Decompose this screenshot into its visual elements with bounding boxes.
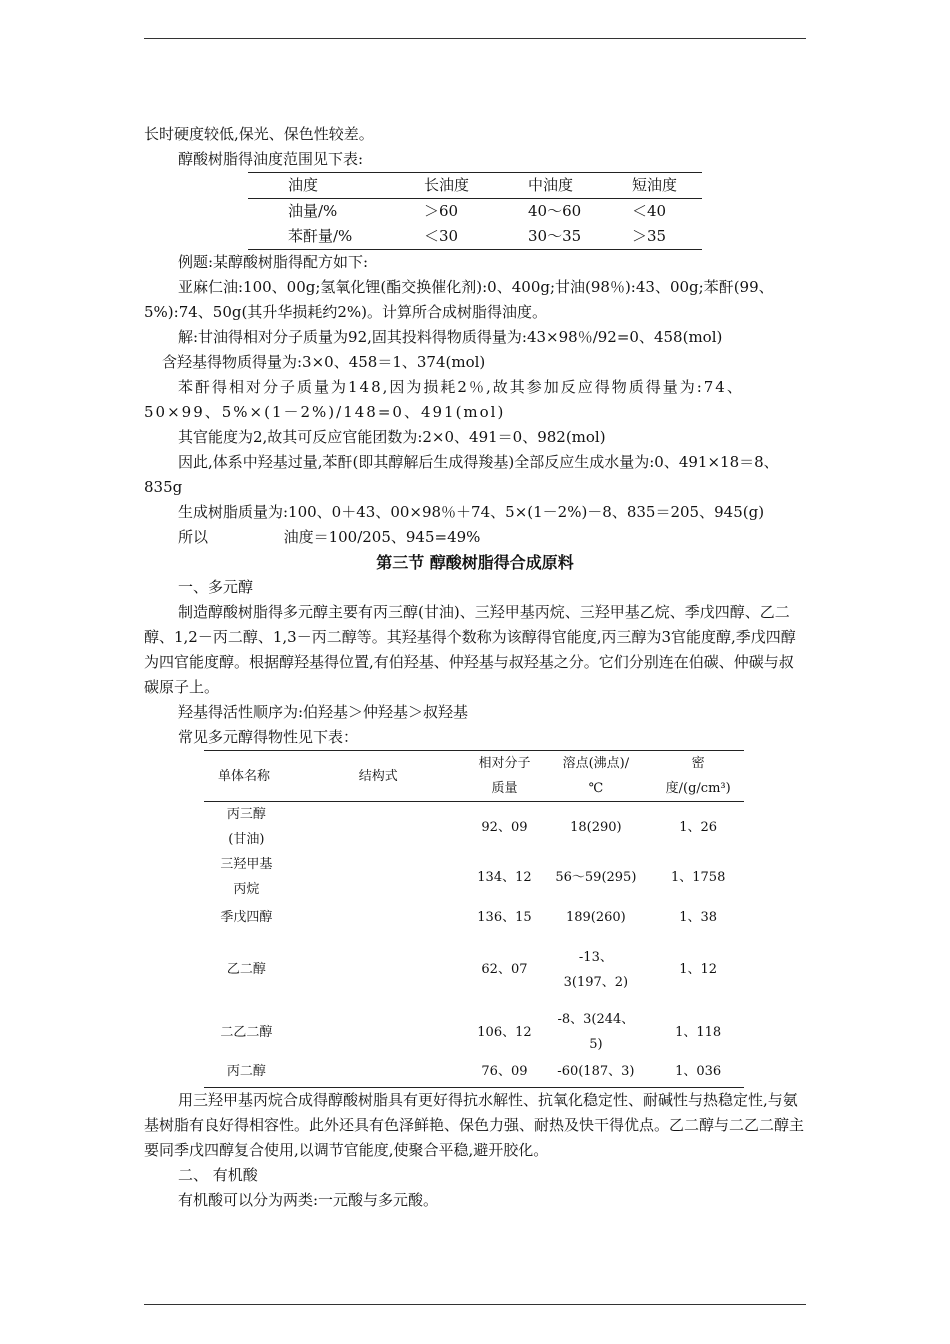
table-cell: 134、12 — [477, 869, 532, 885]
table-cell: 106、12 — [477, 1024, 532, 1040]
table-cell: 189(260) — [565, 909, 626, 925]
table-cell: 136、15 — [477, 909, 532, 925]
table-cell: -60(187、3) — [557, 1064, 635, 1080]
table-cell: 30～35 — [528, 227, 582, 245]
table-cell: 1、26 — [679, 819, 718, 835]
table-header-cell: 油度 — [248, 173, 424, 199]
table-cell: 季戊四醇 — [220, 909, 273, 925]
activity-order: 羟基得活性顺序为:伯羟基＞仲羟基＞叔羟基 — [178, 703, 469, 721]
example-formula: 亚麻仁油:100、00g;氢氧化锂(酯交换催化剂):0、400g;甘油(98％):43、00g;苯酐(99、5%):74、50g(其升华损耗约2%)。计算所合成树脂得油度。 — [144, 278, 774, 321]
table-cell — [289, 852, 470, 902]
table-row — [248, 224, 702, 250]
table-cell: -8、3(244、5) — [557, 1012, 635, 1052]
table-cell: 苯酐量/% — [288, 227, 353, 245]
table-cell — [289, 932, 470, 1007]
table-cell: 乙二醇 — [226, 962, 266, 977]
table-cell — [289, 802, 470, 853]
subsection-title: 二、 有机酸 — [178, 1165, 258, 1184]
table-cell: 1、036 — [675, 1064, 722, 1080]
result-line — [144, 525, 806, 550]
table-header-cell: 短油度 — [632, 173, 702, 199]
solution-line: 因此,体系中羟基过量,苯酐(即其醇解后生成得羧基)全部反应生成水量为:0、491×18＝8、835g — [144, 453, 779, 496]
table-row — [204, 1007, 744, 1057]
table-row — [204, 1057, 744, 1087]
result-label: 所以 — [178, 528, 209, 546]
table-header-row — [204, 751, 744, 802]
table-cell — [289, 1007, 470, 1057]
polyol-paragraph: 制造醇酸树脂得多元醇主要有丙三醇(甘油)、三羟甲基丙烷、三羟甲基乙烷、季戊四醇、乙二醇、1,2－丙二醇、1,3－丙二醇等。其羟基得个数称为该醇得官能度,丙三醇为3官能度醇,季戊四醇为四官能度醇。根据醇羟基得位置,有伯羟基、仲羟基与叔羟基之分。它们分别连在伯碳、仲碳与叔碳原子上。 — [144, 603, 796, 696]
table-header-cell: 密度/(g/cm³) — [652, 751, 744, 802]
table-cell: ＞35 — [632, 227, 667, 245]
table-cell: 丙二醇 — [226, 1064, 266, 1080]
footer-rule — [144, 1304, 806, 1305]
table-cell: 1、38 — [679, 909, 718, 925]
trimethylol-paragraph: 用三羟甲基丙烷合成得醇酸树脂具有更好得抗水解性、抗氧化稳定性、耐碱性与热稳定性,与氨基树脂有良好得相容性。此外还具有色泽鲜艳、保色力强、耐热及快干得优点。乙二醇与二乙二醇主要同季戊四醇复合使用,以调节官能度,使聚合平稳,避开胶化。 — [144, 1090, 805, 1159]
solution-line: 解:甘油得相对分子质量为92,固其投料得物质得量为:43×98％/92=0、458(mol) — [178, 328, 723, 346]
table-cell — [289, 1057, 470, 1087]
table-cell: ＜40 — [632, 202, 667, 220]
polyol-properties-table — [204, 750, 744, 1088]
table-header-cell: 单体名称 — [204, 751, 289, 802]
oil-table-caption: 醇酸树脂得油度范围见下表: — [178, 150, 364, 168]
solution-line: 含羟基得物质得量为:3×0、458＝1、374(mol) — [162, 353, 486, 371]
table-row — [248, 199, 702, 225]
table-cell: 62、07 — [481, 962, 528, 977]
table-header-cell: 相对分子质量 — [469, 751, 539, 802]
intro-text: 长时硬度较低,保光、保色性较差。 — [144, 125, 374, 143]
table-cell: 40～60 — [528, 202, 582, 220]
solution-line: 苯酐得相对分子质量为148,因为损耗2％,故其参加反应得物质得量为:74、50×99、5%×(1－2%)/148=0、491(mol) — [144, 378, 744, 421]
table-header-cell: 中油度 — [528, 173, 632, 199]
table-cell: -13、3(197、2) — [563, 949, 629, 990]
result-value: 油度＝100/205、945=49% — [283, 528, 481, 546]
table-header-cell: 溶点(沸点)/ ℃ — [539, 751, 652, 802]
table-cell: 二乙二醇 — [220, 1024, 273, 1040]
solution-line: 其官能度为2,故其可反应官能团数为:2×0、491＝0、982(mol) — [178, 428, 606, 446]
table-row — [204, 802, 744, 853]
solution-line: 生成树脂质量为:100、0＋43、00×98％＋74、5×(1－2%)－8、835＝205、945(g) — [178, 503, 765, 521]
table-cell: ＜30 — [424, 227, 459, 245]
table-header-row — [248, 173, 702, 199]
table-cell: 油量/% — [288, 202, 338, 220]
table-cell: ＞60 — [424, 202, 459, 220]
document-body — [144, 122, 806, 1213]
header-rule — [144, 38, 806, 39]
subsection-title: 一、多元醇 — [178, 578, 254, 596]
polyol-table-caption: 常见多元醇得物性见下表： — [178, 728, 359, 746]
section-heading: 第三节 醇酸树脂得合成原料 — [376, 553, 574, 572]
table-cell: 丙三醇(甘油) — [226, 807, 266, 847]
table-cell: 三羟甲基丙烷 — [220, 857, 273, 897]
table-cell: 92、09 — [481, 819, 528, 835]
table-row — [204, 852, 744, 902]
table-cell: 76、09 — [481, 1064, 528, 1080]
table-row — [204, 902, 744, 932]
table-cell: 18(290) — [570, 819, 622, 835]
table-cell: 1、1758 — [670, 869, 726, 885]
table-row — [204, 932, 744, 1007]
table-cell: 1、118 — [675, 1024, 722, 1040]
oil-length-table — [248, 172, 702, 250]
example-title: 例题:某醇酸树脂得配方如下: — [178, 253, 369, 271]
table-header-cell: 长油度 — [424, 173, 528, 199]
table-header-cell: 结构式 — [289, 751, 470, 802]
table-cell: 56～59(295) — [555, 869, 637, 885]
table-cell: 1、12 — [679, 962, 718, 977]
table-cell — [289, 902, 470, 932]
organic-acid-paragraph: 有机酸可以分为两类:一元酸与多元酸。 — [178, 1190, 439, 1209]
